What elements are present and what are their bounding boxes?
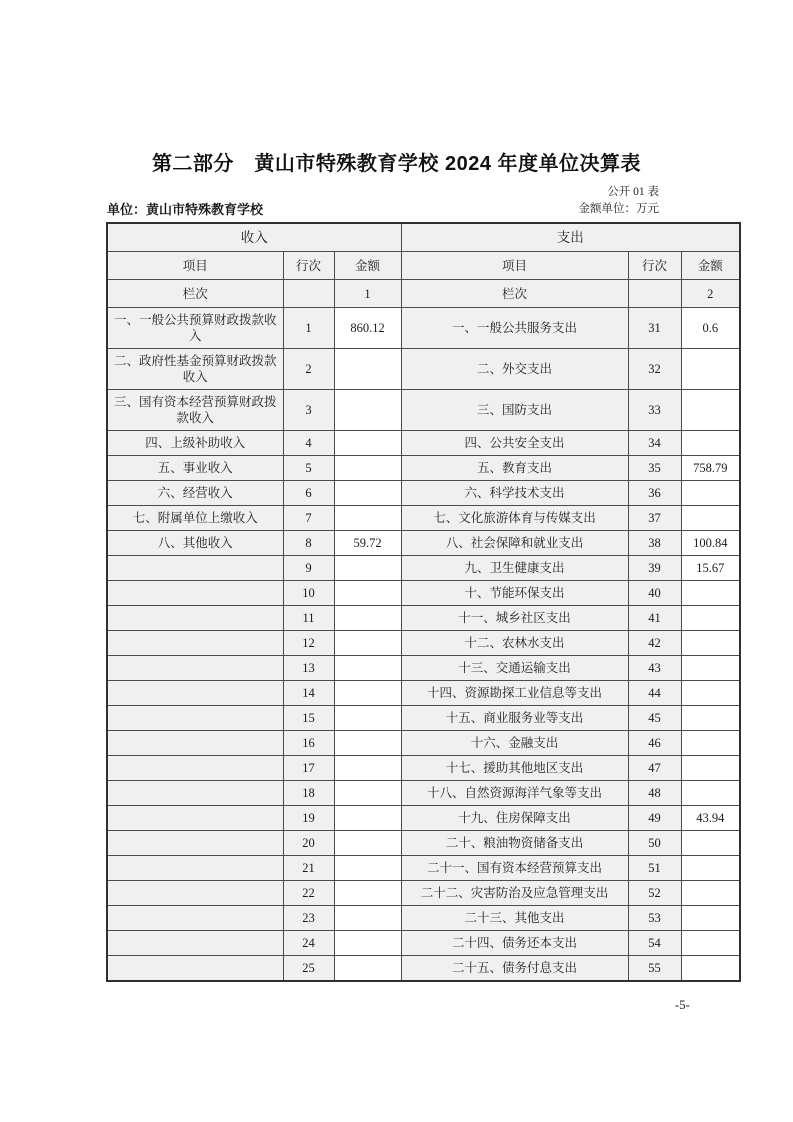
expense-amount-cell: 15.67 — [681, 556, 740, 581]
income-item-cell — [107, 956, 283, 981]
expense-rowno-cell: 47 — [628, 756, 681, 781]
page-number: -5- — [674, 997, 690, 1012]
income-item-cell: 三、国有资本经营预算财政拨款收入 — [107, 390, 283, 431]
table-row — [107, 806, 740, 831]
expense-amount-cell — [681, 756, 740, 781]
income-amount-cell — [334, 831, 401, 856]
expense-col-index: 2 — [681, 280, 740, 308]
expense-item-cell: 二十一、国有资本经营预算支出 — [401, 856, 628, 881]
expense-item-cell: 十九、住房保障支出 — [401, 806, 628, 831]
income-item-col-header: 项目 — [107, 252, 283, 280]
income-amount-cell: 860.12 — [334, 308, 401, 349]
income-item-cell — [107, 781, 283, 806]
income-amount-cell — [334, 581, 401, 606]
income-rowno-cell: 10 — [283, 581, 334, 606]
table-row — [107, 831, 740, 856]
income-item-cell — [107, 581, 283, 606]
section-header-row — [107, 223, 740, 252]
income-amount-cell — [334, 349, 401, 390]
unit-name-label: 单位：黄山市特殊教育学校 — [107, 202, 264, 217]
expense-rowno-cell: 32 — [628, 349, 681, 390]
income-rowno-cell: 20 — [283, 831, 334, 856]
expense-item-cell: 九、卫生健康支出 — [401, 556, 628, 581]
expense-item-cell: 十二、农林水支出 — [401, 631, 628, 656]
table-meta — [579, 184, 660, 218]
column-header-row — [107, 252, 740, 280]
income-item-cell — [107, 931, 283, 956]
income-item-cell — [107, 756, 283, 781]
table-row — [107, 308, 740, 349]
table-body — [107, 308, 740, 981]
income-rowno-cell: 9 — [283, 556, 334, 581]
income-rowno-col-header: 行次 — [283, 252, 334, 280]
expense-rowno-cell: 52 — [628, 881, 681, 906]
income-amount-cell — [334, 931, 401, 956]
expense-rowno-cell: 55 — [628, 956, 681, 981]
income-rowno-cell: 2 — [283, 349, 334, 390]
expense-amount-cell: 0.6 — [681, 308, 740, 349]
table-row — [107, 881, 740, 906]
expense-rowno-cell: 39 — [628, 556, 681, 581]
income-amount-cell: 59.72 — [334, 531, 401, 556]
income-rowno-cell: 4 — [283, 431, 334, 456]
expense-item-cell: 十八、自然资源海洋气象等支出 — [401, 781, 628, 806]
income-rowno-cell: 3 — [283, 390, 334, 431]
income-rowno-cell: 16 — [283, 731, 334, 756]
table-row — [107, 506, 740, 531]
expense-amount-cell — [681, 956, 740, 981]
expense-amount-cell — [681, 781, 740, 806]
table-row — [107, 781, 740, 806]
income-index-rowno-blank — [283, 280, 334, 308]
income-rowno-cell: 22 — [283, 881, 334, 906]
table-row — [107, 481, 740, 506]
table-row — [107, 631, 740, 656]
income-col-index: 1 — [334, 280, 401, 308]
expense-rowno-cell: 43 — [628, 656, 681, 681]
table-row — [107, 349, 740, 390]
expense-rowno-cell: 44 — [628, 681, 681, 706]
income-item-cell: 四、上级补助收入 — [107, 431, 283, 456]
income-item-cell — [107, 806, 283, 831]
page-title: 第二部分 黄山市特殊教育学校 2024 年度单位决算表 — [151, 153, 642, 175]
expense-item-cell: 十三、交通运输支出 — [401, 656, 628, 681]
income-item-cell: 一、一般公共预算财政拨款收入 — [107, 308, 283, 349]
expense-amount-cell: 100.84 — [681, 531, 740, 556]
income-rowno-cell: 25 — [283, 956, 334, 981]
table-row — [107, 681, 740, 706]
table-row — [107, 931, 740, 956]
income-amount-cell — [334, 656, 401, 681]
expense-item-cell: 十五、商业服务业等支出 — [401, 706, 628, 731]
expense-item-cell: 五、教育支出 — [401, 456, 628, 481]
expense-item-cell: 二十四、债务还本支出 — [401, 931, 628, 956]
expense-item-col-header: 项目 — [401, 252, 628, 280]
income-item-cell — [107, 631, 283, 656]
income-amount-cell — [334, 556, 401, 581]
income-rowno-cell: 6 — [283, 481, 334, 506]
expense-rowno-cell: 49 — [628, 806, 681, 831]
income-amount-cell — [334, 431, 401, 456]
income-rowno-cell: 7 — [283, 506, 334, 531]
expense-amount-cell: 758.79 — [681, 456, 740, 481]
table-row — [107, 581, 740, 606]
table-row — [107, 456, 740, 481]
income-rowno-cell: 8 — [283, 531, 334, 556]
expense-item-cell: 三、国防支出 — [401, 390, 628, 431]
expense-index-rowno-blank — [628, 280, 681, 308]
expense-rowno-cell: 46 — [628, 731, 681, 756]
expense-rowno-cell: 53 — [628, 906, 681, 931]
income-item-cell — [107, 906, 283, 931]
expense-amount-cell — [681, 681, 740, 706]
expense-item-cell: 十四、资源勘探工业信息等支出 — [401, 681, 628, 706]
final-accounts-table — [106, 222, 741, 982]
table-row — [107, 556, 740, 581]
expense-rowno-cell: 34 — [628, 431, 681, 456]
income-item-cell: 八、其他收入 — [107, 531, 283, 556]
income-item-cell — [107, 731, 283, 756]
income-amount-cell — [334, 631, 401, 656]
expense-rowno-cell: 51 — [628, 856, 681, 881]
table-row — [107, 906, 740, 931]
table-row — [107, 856, 740, 881]
income-rowno-cell: 11 — [283, 606, 334, 631]
income-rowno-cell: 24 — [283, 931, 334, 956]
income-amount-cell — [334, 856, 401, 881]
table-row — [107, 756, 740, 781]
income-amount-cell — [334, 806, 401, 831]
income-index-label: 栏次 — [107, 280, 283, 308]
expense-rowno-cell: 42 — [628, 631, 681, 656]
income-item-cell: 六、经营收入 — [107, 481, 283, 506]
income-amount-cell — [334, 706, 401, 731]
income-rowno-cell: 12 — [283, 631, 334, 656]
expense-rowno-cell: 50 — [628, 831, 681, 856]
income-amount-cell — [334, 756, 401, 781]
income-item-cell: 五、事业收入 — [107, 456, 283, 481]
income-item-cell — [107, 856, 283, 881]
income-amount-cell — [334, 781, 401, 806]
income-rowno-cell: 14 — [283, 681, 334, 706]
expense-rowno-cell: 41 — [628, 606, 681, 631]
income-item-cell — [107, 831, 283, 856]
table-row — [107, 706, 740, 731]
expense-index-label: 栏次 — [401, 280, 628, 308]
expense-rowno-cell: 33 — [628, 390, 681, 431]
expense-amount-cell — [681, 831, 740, 856]
expense-item-cell: 四、公共安全支出 — [401, 431, 628, 456]
income-rowno-cell: 15 — [283, 706, 334, 731]
income-amount-cell — [334, 881, 401, 906]
income-amount-cell — [334, 731, 401, 756]
income-rowno-cell: 1 — [283, 308, 334, 349]
expense-item-cell: 一、一般公共服务支出 — [401, 308, 628, 349]
income-amount-cell — [334, 956, 401, 981]
income-section-header: 收入 — [107, 223, 401, 252]
expense-amount-cell — [681, 906, 740, 931]
expense-amount-cell — [681, 606, 740, 631]
expense-item-cell: 六、科学技术支出 — [401, 481, 628, 506]
expense-item-cell: 十七、援助其他地区支出 — [401, 756, 628, 781]
expense-amount-cell — [681, 431, 740, 456]
table-row — [107, 531, 740, 556]
expense-item-cell: 十、节能环保支出 — [401, 581, 628, 606]
income-amount-cell — [334, 481, 401, 506]
income-amount-cell — [334, 506, 401, 531]
income-item-cell — [107, 606, 283, 631]
expense-amount-cell — [681, 631, 740, 656]
expense-item-cell: 二、外交支出 — [401, 349, 628, 390]
expense-rowno-cell: 40 — [628, 581, 681, 606]
table-row — [107, 431, 740, 456]
expense-amount-cell — [681, 856, 740, 881]
income-item-cell — [107, 681, 283, 706]
expense-amount-cell — [681, 881, 740, 906]
expense-amount-cell — [681, 481, 740, 506]
table-row — [107, 656, 740, 681]
expense-item-cell: 二十二、灾害防治及应急管理支出 — [401, 881, 628, 906]
income-rowno-cell: 18 — [283, 781, 334, 806]
expense-amount-cell: 43.94 — [681, 806, 740, 831]
table-row — [107, 956, 740, 981]
expense-amount-cell — [681, 390, 740, 431]
index-header-row — [107, 280, 740, 308]
income-rowno-cell: 17 — [283, 756, 334, 781]
income-rowno-cell: 13 — [283, 656, 334, 681]
expense-item-cell: 二十五、债务付息支出 — [401, 956, 628, 981]
expense-item-cell: 二十三、其他支出 — [401, 906, 628, 931]
expense-item-cell: 七、文化旅游体育与传媒支出 — [401, 506, 628, 531]
expense-rowno-cell: 48 — [628, 781, 681, 806]
amount-unit-label: 金额单位：万元 — [578, 203, 659, 215]
expense-amount-cell — [681, 706, 740, 731]
expense-rowno-cell: 35 — [628, 456, 681, 481]
income-amount-col-header: 金额 — [334, 252, 401, 280]
expense-amount-cell — [681, 931, 740, 956]
expense-amount-col-header: 金额 — [681, 252, 740, 280]
expense-rowno-cell: 54 — [628, 931, 681, 956]
table-row — [107, 731, 740, 756]
table-code-label: 公开 01 表 — [607, 186, 659, 198]
expense-item-cell: 十一、城乡社区支出 — [401, 606, 628, 631]
income-rowno-cell: 21 — [283, 856, 334, 881]
expense-rowno-cell: 37 — [628, 506, 681, 531]
income-item-cell — [107, 656, 283, 681]
income-amount-cell — [334, 681, 401, 706]
income-item-cell — [107, 556, 283, 581]
expense-rowno-cell: 38 — [628, 531, 681, 556]
expense-amount-cell — [681, 581, 740, 606]
income-item-cell — [107, 706, 283, 731]
income-item-cell: 二、政府性基金预算财政拨款收入 — [107, 349, 283, 390]
expense-item-cell: 二十、粮油物资储备支出 — [401, 831, 628, 856]
expense-rowno-cell: 45 — [628, 706, 681, 731]
expense-rowno-col-header: 行次 — [628, 252, 681, 280]
income-item-cell: 七、附属单位上缴收入 — [107, 506, 283, 531]
income-rowno-cell: 19 — [283, 806, 334, 831]
expense-item-cell: 八、社会保障和就业支出 — [401, 531, 628, 556]
income-amount-cell — [334, 906, 401, 931]
expense-amount-cell — [681, 656, 740, 681]
expense-item-cell: 十六、金融支出 — [401, 731, 628, 756]
income-amount-cell — [334, 456, 401, 481]
expense-amount-cell — [681, 731, 740, 756]
expense-section-header: 支出 — [401, 223, 740, 252]
expense-amount-cell — [681, 506, 740, 531]
table-row — [107, 606, 740, 631]
income-rowno-cell: 23 — [283, 906, 334, 931]
income-amount-cell — [334, 390, 401, 431]
table-row — [107, 390, 740, 431]
expense-rowno-cell: 31 — [628, 308, 681, 349]
expense-rowno-cell: 36 — [628, 481, 681, 506]
income-item-cell — [107, 881, 283, 906]
expense-amount-cell — [681, 349, 740, 390]
income-amount-cell — [334, 606, 401, 631]
income-rowno-cell: 5 — [283, 456, 334, 481]
